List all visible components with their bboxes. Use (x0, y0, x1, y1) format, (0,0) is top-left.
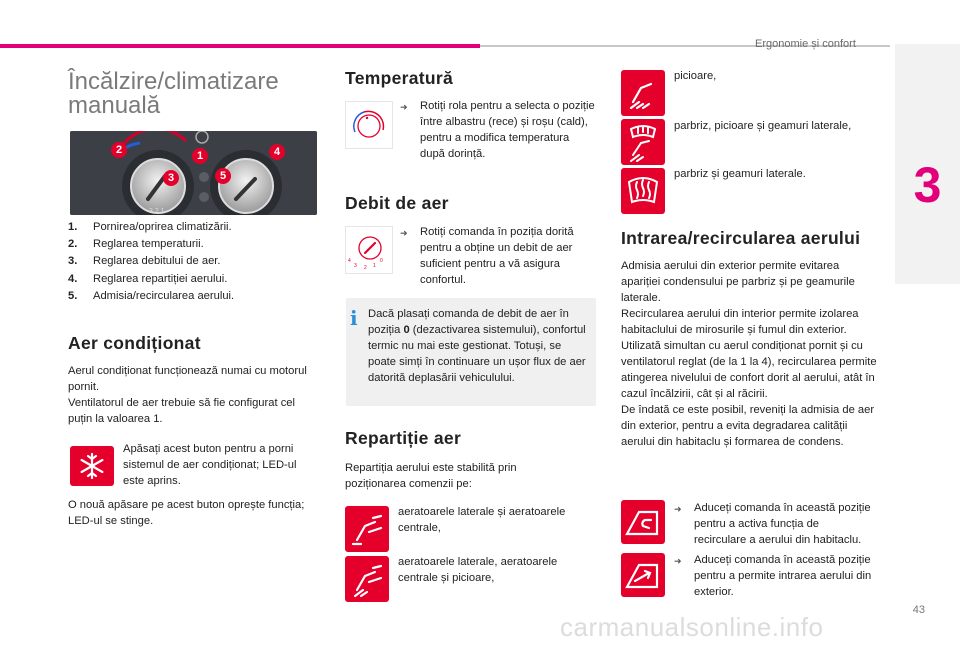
windscreen-feet-icon-tile (621, 119, 665, 165)
exterior-air-icon-tile (621, 553, 665, 597)
arrow-bullet-icon: ➜ (400, 228, 408, 238)
distribution-option-2: aeratoarele laterale, aeratoarele centrale și picioare, (398, 556, 558, 584)
svg-text:3 2 1: 3 2 1 (149, 208, 165, 215)
arrow-bullet-icon: ➜ (400, 102, 408, 112)
legend-item: 1. Pornirea/oprirea climatizării. (68, 221, 232, 233)
air-distribution-intro: Repartiția aerului este stabilită prin poziționarea comenzii pe: (345, 462, 517, 490)
exterior-air-instruction: ➜ Aduceți comanda în această poziție pentru a permite intrarea aerului din exterior. (674, 554, 872, 598)
ac-button-image (70, 446, 114, 486)
callout-5: 5 (215, 168, 231, 184)
distribution-option-1: aeratoarele laterale și aeratoarele centrale, (398, 506, 566, 534)
temperature-dial-icon (346, 102, 392, 148)
vents-central-lateral-feet-icon (345, 556, 389, 602)
airflow-heading: Debit de aer (345, 193, 449, 213)
fan-dial-image (345, 226, 393, 274)
feet-icon-tile (621, 70, 665, 116)
callout-1: 1 (192, 148, 208, 164)
vents-icon-tile (345, 506, 389, 552)
airflow-instruction: ➜ Rotiți comanda în poziția dorită pentru a obține un debit de aer suficient pentru a vă asigura confortul. (400, 226, 574, 286)
arrow-bullet-icon: ➜ (674, 504, 682, 514)
windscreen-demist-icon (621, 168, 665, 214)
temperature-heading: Temperatură (345, 68, 454, 88)
air-intake-paragraph: Admisia aerului din exterior permite evitarea apariției condensului pe parbriz și pe geamurile laterale. Recircularea aerului din interior permite izolarea habitaclului de mirosurile și fumul din exterior. Utilizată simultan cu aerul condiționat pornit și cu ventilatorul reglat (de la 1 la 4), recircularea permite atingerea nivelului de confort dorit al aerului, atât în cazul încălzirii, cât și al răcirii. De îndată ce este posibil, reveniți la admisia de aer din exterior, pentru a evita degradarea calității aerului din habitaclu și formarea de condens. (621, 260, 877, 448)
panel-legend (68, 219, 323, 305)
callout-4: 4 (269, 144, 285, 160)
fan-dial-label-4: 4 (348, 258, 354, 264)
legend-item: 2. Reglarea temperaturii. (68, 238, 204, 251)
fan-dial-label-3: 3 (354, 263, 357, 269)
legend-item: 4. Reglarea repartiției aerului. (68, 272, 228, 285)
distribution-option-5: parbriz și geamuri laterale. (674, 168, 806, 180)
info-text: Dacă plasați comanda de debit de aer în poziția 0 (dezactivarea sistemului), confortul termic nu mai este gestionat. Totuși, se poate simți în continuare un ușor flux de aer datorită deplasării vehiculului. (368, 308, 586, 384)
legend-item: 5. Admisia/recircularea aerului. (68, 289, 235, 302)
windscreen-feet-icon (621, 119, 665, 165)
watermark: carmanualsonline.info (560, 612, 824, 642)
info-icon: i (350, 306, 358, 330)
vents-central-lateral-icon (345, 506, 389, 552)
air-distribution-heading: Repartiție aer (345, 428, 462, 448)
fan-dial-label-2: 2 (364, 265, 367, 271)
recirculation-icon (621, 500, 665, 544)
legend-item: 3. Reglarea debitului de aer. (68, 255, 221, 268)
fan-dial-icon (346, 227, 392, 273)
chapter-title: Ergonomie și confort (755, 38, 856, 50)
temperature-dial-image (345, 101, 393, 149)
windscreen-icon-tile (621, 168, 665, 214)
air-intake-heading: Intrarea/recircularea aerului (621, 228, 861, 248)
feet-icon (621, 70, 665, 116)
ac-paragraph-3: O nouă apăsare pe acest buton oprește funcția; LED-ul se stinge. (68, 499, 305, 527)
page-number: 43 (912, 604, 925, 616)
distribution-option-4: parbriz, picioare și geamuri laterale, (674, 120, 852, 132)
ac-button-description: Apăsați acest buton pentru a porni sistemul de aer condiționat; LED-ul este aprins. (123, 443, 297, 487)
ac-paragraph-1: Aerul condiționat funcționează numai cu motorul pornit. (68, 365, 307, 393)
fan-dial-label-0: 0 (380, 258, 383, 264)
temperature-instruction: ➜ Rotiți rola pentru a selecta o poziție între albastru (rece) și roșu (cald), pentru a modifica temperatura după dorință. (400, 100, 595, 160)
chapter-number: 3 (913, 157, 942, 213)
section-title: Încălzire/climatizare manuală (68, 68, 279, 119)
fan-dial-label-1: 1 (373, 263, 376, 269)
ac-paragraph-2: Ventilatorul de aer trebuie să fie configurat cel puțin la valoarea 1. (68, 397, 295, 425)
arrow-bullet-icon: ➜ (674, 556, 682, 566)
callout-2: 2 (111, 142, 127, 158)
header-accent-bar (0, 44, 480, 48)
ac-heading: Aer condiționat (68, 333, 201, 353)
snowflake-icon (70, 446, 114, 486)
vents-feet-icon-tile (345, 556, 389, 602)
distribution-option-3: picioare, (674, 70, 717, 82)
callout-3: 3 (163, 170, 179, 186)
recirculation-icon-tile (621, 500, 665, 544)
recirculation-instruction: ➜ Aduceți comanda în această poziție pentru a activa funcția de recirculare a aerului din habitaclu. (674, 502, 871, 546)
exterior-air-intake-icon (621, 553, 665, 597)
